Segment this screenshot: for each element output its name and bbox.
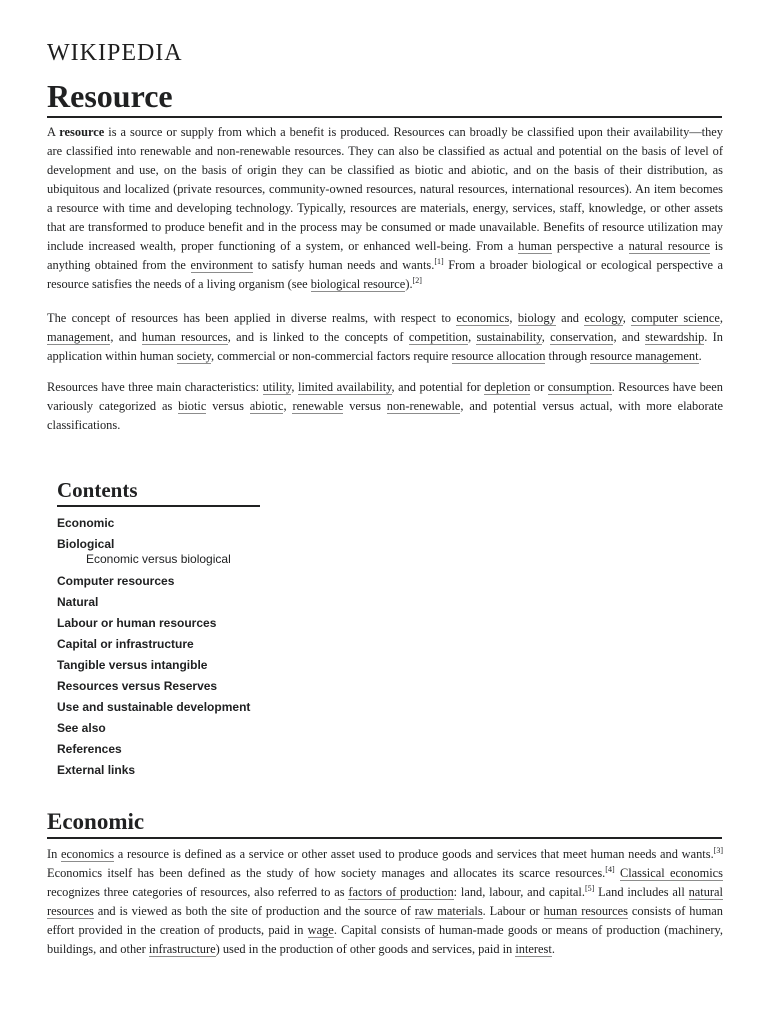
toc-item-label[interactable]: Tangible versus intangible (57, 658, 208, 672)
article-link[interactable]: infrastructure (148, 942, 216, 956)
article-link[interactable]: conservation (550, 330, 614, 344)
citation-ref[interactable]: [5] (584, 883, 595, 893)
toc-title: Contents (57, 478, 260, 507)
toc-item[interactable] (57, 718, 261, 739)
citation-ref[interactable]: [3] (713, 845, 723, 855)
citation-ref[interactable]: [1] (434, 256, 444, 266)
article-link[interactable]: wage (307, 923, 334, 937)
article-link[interactable]: environment (190, 258, 254, 272)
toc-item[interactable] (57, 592, 261, 613)
article-link[interactable]: stewardship (645, 330, 705, 344)
toc-item[interactable] (57, 571, 261, 592)
article-link[interactable]: human (518, 239, 552, 253)
intro-paragraph-2: The concept of resources has been applied in diverse realms, with respect to economics, biology and ecology, computer science, management, and human resources, and is linked to the concepts of competition, sustainability, conservation, and stewardship. In application within human society, commercial or non-commercial factors require resource allocation through resource management. (47, 311, 724, 363)
article-link[interactable]: human resources (141, 330, 228, 344)
toc-item-label[interactable]: See also (57, 721, 106, 735)
article-link[interactable]: non-renewable (386, 399, 461, 413)
article-link[interactable]: computer science (631, 311, 720, 325)
toc-item-label[interactable]: External links (57, 763, 136, 777)
article-link[interactable]: biology (517, 311, 556, 325)
article-link[interactable]: management (47, 330, 111, 344)
article-link[interactable]: economics (456, 311, 510, 325)
article-link[interactable]: biotic (178, 399, 207, 413)
toc-item[interactable] (57, 697, 261, 718)
toc-item[interactable] (57, 739, 261, 760)
toc-item-label[interactable]: Capital or infrastructure (57, 637, 194, 651)
toc-item-label[interactable]: Natural (57, 595, 99, 609)
toc-item[interactable] (57, 634, 261, 655)
article-link[interactable]: economics (61, 847, 115, 861)
section-heading-economic: Economic (47, 808, 722, 839)
article-link[interactable]: raw materials (414, 904, 483, 918)
intro-paragraph-3: Resources have three main characteristics: utility, limited availability, and potential for depletion or consumption. Resources have been variously categorized as biotic versus abiotic, renewable versus non-renewable, and potential versus actual, with more elaborate classifications. (47, 380, 724, 432)
toc-item-label[interactable]: References (57, 742, 122, 756)
toc-item-label[interactable]: Use and sustainable development (57, 700, 251, 714)
wikipedia-wordmark[interactable]: WIKIPEDIA (47, 40, 183, 66)
toc-item-label[interactable]: Labour or human resources (57, 616, 217, 630)
toc-item[interactable] (57, 655, 261, 676)
toc-item-label[interactable]: Biological (57, 537, 115, 551)
article-link[interactable]: interest (515, 942, 552, 956)
toc-item[interactable] (57, 513, 261, 534)
article-link[interactable]: biological resource (310, 277, 406, 291)
toc-item-label[interactable]: Resources versus Reserves (57, 679, 218, 693)
bold-term: resource (59, 125, 105, 139)
article-link[interactable]: natural resource (628, 239, 710, 253)
table-of-contents (57, 478, 261, 781)
article-link[interactable]: society (176, 349, 212, 363)
toc-subitem[interactable]: Economic versus biological (86, 552, 231, 566)
article-link[interactable]: resource management (590, 349, 699, 363)
article-link[interactable]: Classical economics (619, 866, 723, 880)
article-link[interactable]: sustainability (476, 330, 542, 344)
article-link[interactable]: consumption (547, 380, 612, 394)
toc-item-label[interactable]: Computer resources (57, 574, 175, 588)
citation-ref[interactable]: [2] (412, 275, 422, 285)
toc-item[interactable] (57, 534, 261, 571)
toc-item[interactable] (57, 613, 261, 634)
article-link[interactable]: competition (408, 330, 469, 344)
article-link[interactable]: ecology (584, 311, 623, 325)
intro-paragraph-1: A resource is a source or supply from which a benefit is produced. Resources can broadly be classified upon their availability—they are classified into renewable and non-renewable resources. They can also be classified as actual and potential on the basis of level of development and use, on the basis of origin they can be classified as biotic and abiotic, and on the basis of their distribution, as ubiquitous and localized (private resources, community-owned resources, natural resources, international resources). An item becomes a resource with time and developing technology. Typically, resources are materials, energy, services, staff, knowledge, or other assets that are transformed to produce benefit and in the process may be consumed or made unavailable. Benefits of resource utilization may include increased wealth, proper functioning of a system, or enhanced well-being. From a human perspective a natural resource is anything obtained from the environment to satisfy human needs and wants.[1] From a broader biological or ecological perspective a resource satisfies the needs of a living organism (see biological resource).[2] (47, 125, 724, 291)
article-link[interactable]: factors of production (348, 885, 454, 899)
toc-item[interactable] (57, 760, 261, 781)
page-title: Resource (47, 78, 722, 118)
toc-list (57, 513, 261, 781)
economic-paragraph: In economics a resource is defined as a service or other asset used to produce goods and services that meet human needs and wants.[3] Economics itself has been defined as the study of how society manages and allocates its scarce resources.[4] Classical economics recognizes three categories of resources, also referred to as factors of production: land, labour, and capital.[5] Land includes all natural resources and is viewed as both the site of production and the source of raw materials. Labour or human resources consists of human effort provided in the creation of products, paid in wage. Capital consists of human-made goods or means of production (machinery, buildings, and other infrastructure) used in the production of other goods and services, paid in interest. (47, 845, 723, 956)
article-link[interactable]: natural resources (47, 885, 723, 918)
article-link[interactable]: limited availability (298, 380, 392, 394)
article-link[interactable]: utility (262, 380, 292, 394)
citation-ref[interactable]: [4] (605, 864, 615, 874)
toc-item-label[interactable]: Economic (57, 516, 115, 530)
article-link[interactable]: abiotic (249, 399, 284, 413)
toc-item[interactable] (57, 676, 261, 697)
article-link[interactable]: renewable (292, 399, 344, 413)
article-link[interactable]: resource allocation (451, 349, 546, 363)
article-link[interactable]: depletion (484, 380, 531, 394)
article-link[interactable]: human resources (543, 904, 628, 918)
